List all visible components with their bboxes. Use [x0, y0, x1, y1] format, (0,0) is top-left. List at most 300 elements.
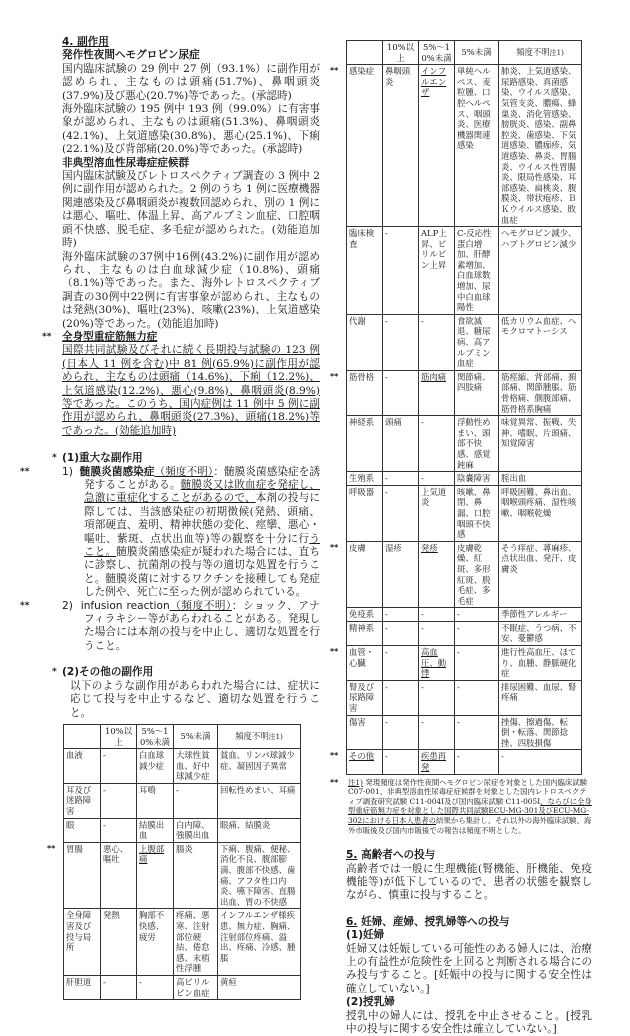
cell-text: 免疫系: [349, 609, 375, 620]
cell-text: -: [103, 750, 106, 761]
organ-class-cell: [330, 541, 383, 608]
organ-class-cell: [64, 818, 101, 842]
frequency-cell: [137, 818, 174, 842]
cell-text: 季節性アレルギー: [501, 609, 568, 620]
cell-text: インフルエンザ様疾患、無力症、胸痛、注射部位疼痛、溢出、疼痛、冷感、腫脹: [220, 910, 296, 963]
table-row: [347, 646, 582, 681]
frequency-cell: [137, 749, 174, 784]
frequency-cell: [174, 975, 218, 999]
cell-text: -: [385, 473, 388, 484]
revision-mark: **: [330, 371, 339, 381]
column-header: [174, 724, 218, 748]
frequency-cell: [383, 680, 419, 715]
cell-text: -: [385, 609, 388, 620]
frequency-cell: [218, 975, 301, 999]
cell-text: 胃腸: [66, 843, 83, 854]
column-header-label: 5%未満: [461, 47, 492, 58]
organ-class-cell: [347, 314, 383, 370]
frequency-cell: [419, 541, 455, 608]
ahus-heading: 非典型溶血性尿毒症症候群: [62, 156, 190, 169]
cell-text: 筋骨格: [349, 371, 375, 382]
cell-text: 咳嗽、鼻閉、鼻漏、口腔咽頭不快感: [457, 486, 491, 540]
cell-text: 進行性高血圧、ほてり、血腫、静脈硬化症: [501, 647, 577, 679]
table-row: [347, 715, 582, 750]
revision-mark: **: [330, 647, 339, 657]
item-number: 1): [62, 465, 73, 478]
cell-text: 浮動性めまい、頭部不快感、感覚鈍麻: [457, 417, 491, 470]
item-1-text-underlined: 髄膜炎又は敗血症を発症し、急激に重症化することがあるので、: [84, 479, 321, 505]
section-6-number: 6.: [346, 915, 358, 928]
cell-text: -: [385, 681, 388, 692]
frequency-cell: [455, 750, 499, 774]
cell-text: 疼痛、悪寒、注射部位硬結、倦怠感、末梢性浮腫: [176, 910, 210, 974]
frequency-cell: [499, 370, 582, 415]
other-heading: (2)その他の副作用: [62, 666, 154, 679]
section-5-title: 高齢者への投与: [361, 849, 436, 862]
organ-class-cell: [347, 680, 383, 715]
cell-text: -: [457, 622, 460, 633]
table-row: [64, 783, 301, 818]
item-1-name: 髄膜炎菌感染症: [79, 465, 155, 478]
cell-text: 傷害: [349, 716, 366, 727]
table-row: [347, 370, 582, 415]
frequency-cell: [101, 842, 137, 909]
frequency-cell: [137, 909, 174, 976]
table-row: [347, 608, 582, 622]
frequency-cell: [101, 909, 137, 976]
organ-class-cell: [330, 370, 383, 415]
footnote-text: 結果から集計し、それ以外の海外臨床試験、海外市販後及び国内市販後での報告は頻度不明とした。: [348, 815, 592, 835]
cell-text: 疾患再発: [421, 751, 447, 772]
item-1-text-underlined: うこと。: [84, 532, 320, 559]
frequency-cell: [419, 472, 455, 486]
table-row: [347, 65, 582, 227]
organ-class-cell: [64, 975, 101, 999]
frequency-cell: [383, 646, 419, 681]
frequency-cell: [419, 485, 455, 541]
cell-text: 腎及び尿路障害: [349, 681, 375, 714]
cell-text: 呼吸困難、鼻出血、咽喉頭疼痛、湿性咳嗽、咽喉乾燥: [501, 486, 577, 518]
cell-text: 頭痛: [385, 417, 402, 428]
column-header-label: 5%～10%未満: [421, 42, 452, 63]
frequency-cell: [499, 646, 582, 681]
organ-class-cell: [330, 646, 383, 681]
frequency-cell: [419, 227, 455, 315]
cell-text: 陰嚢障害: [457, 473, 491, 484]
frequency-cell: [419, 314, 455, 370]
frequency-cell: [137, 842, 174, 909]
frequency-cell: [499, 621, 582, 645]
revision-mark: **: [330, 751, 339, 761]
frequency-cell: [499, 541, 582, 608]
cell-text: -: [385, 371, 388, 382]
cell-text: 神経系: [349, 417, 375, 428]
cell-text: 下痢、腹痛、便秘、消化不良、腹部膨満、腹部不快感、歯痛、アフタ性口内炎、嚥下障害、直腸出血、胃の不快感: [220, 843, 296, 907]
organ-class-cell: [347, 608, 383, 622]
frequency-cell: [419, 750, 455, 774]
item-1-text: 髄膜炎菌感染症が疑われた場合には、直ちに診察し、抗菌剤の投与等の適切な処置を行うこと。髄膜炎菌に対するワクチンを接種しても発症した例や、死亡に至った例が認められている。: [84, 546, 321, 599]
frequency-cell: [383, 715, 419, 750]
frequency-cell: [499, 65, 582, 227]
cell-text: 眼痛、結膜炎: [220, 819, 271, 830]
serious-heading-row: [52, 452, 320, 465]
cell-text: 挫傷、擦過傷、転倒・転落、関節捻挫、四肢損傷: [501, 716, 568, 748]
footnote-text-underlined: 、ならびに全身型重症筋無力症を対象とした国際共同試験ECU-MG-301及びECU-MG-302における日本人患者の: [348, 796, 592, 825]
gmg-paragraph: 国際共同試験及びそれに続く長期投与試験の 123 例(日本人 11 例を含む)中 81 例(65.9%)に副作用が認められ、主なものは頭痛（14.6%)、下痢（12.2%)、上気道感染(12.2%)、悪心(9.8%)、鼻咽頭炎(8.9%)等であった。このうち、国内症例は 11 例中 5 例に副作用が認められ、鼻咽頭炎(27.3%)、頭痛(18.2%)等であった。(効能追加時): [62, 344, 320, 437]
pnh-paragraph-2: 海外臨床試験の 195 例中 193 例（99.0%）に有害事象が認められ、主なものは頭痛(51.3%)、鼻咽頭炎(42.1%)、上気道感染(30.8%)、悪心(25.1%)、下痢(22.1%)及び背部痛(20.0%)等であった。(承認時): [62, 103, 320, 156]
revision-mark: **: [330, 66, 339, 76]
revision-mark: *: [52, 667, 57, 678]
column-header-label: 頻度不明: [235, 730, 269, 741]
cell-text: 筋肉痛: [421, 371, 447, 382]
organ-class-cell: [47, 842, 101, 909]
item-1-text: ：髄膜炎菌感染症を誘発することがある。: [84, 465, 321, 491]
frequency-cell: [174, 818, 218, 842]
table-row: [347, 750, 582, 774]
frequency-cell: [383, 65, 419, 227]
serious-item-2: ** 2) infusion reaction（頻度不明）：ショック、アナフィラキシー等があらわれることがある。発現した場合には本剤の投与を中止し、適切な処置を行うこと。: [20, 599, 320, 652]
frequency-cell: [419, 621, 455, 645]
organ-class-cell: [347, 715, 383, 750]
cell-text: 胸部不快感、疲労: [139, 910, 165, 942]
pregnant-heading: (1)妊婦: [346, 929, 385, 942]
table-header-row: [347, 41, 582, 65]
revision-mark: **: [42, 331, 52, 342]
column-header: [64, 724, 101, 748]
organ-class-cell: [64, 749, 101, 784]
cell-text: 関節痛、四肢痛: [457, 371, 491, 393]
adverse-reactions-table-left: [47, 724, 301, 1000]
cell-text: -: [385, 716, 388, 727]
table-row: [347, 227, 582, 315]
cell-text: 黄疸: [220, 976, 237, 987]
cell-text: 感染症: [349, 66, 375, 77]
cell-text: 耳及び迷路障害: [66, 784, 92, 817]
cell-text: -: [385, 622, 388, 633]
frequency-cell: [455, 646, 499, 681]
frequency-cell: [455, 370, 499, 415]
serious-heading: (1)重大な副作用: [62, 452, 143, 465]
table-row: [64, 749, 301, 784]
cell-text: 代謝: [349, 315, 366, 326]
table-row: [347, 621, 582, 645]
frequency-cell: [383, 750, 419, 774]
cell-text: -: [457, 716, 460, 727]
other-heading-row: [52, 666, 320, 679]
frequency-cell: [455, 680, 499, 715]
frequency-cell: [218, 818, 301, 842]
frequency-cell: [174, 909, 218, 976]
frequency-cell: [499, 608, 582, 622]
frequency-cell: [499, 472, 582, 486]
cell-text: 耳鳴: [139, 784, 156, 795]
table-row: [64, 909, 301, 976]
cell-text: -: [457, 681, 460, 692]
cell-text: 全身障害及び投与局所: [66, 910, 92, 953]
cell-text: 生殖系: [349, 473, 375, 484]
frequency-cell: [174, 842, 218, 909]
cell-text: 上気道炎: [421, 486, 447, 508]
frequency-cell: [455, 541, 499, 608]
column-header-label: 10%以上: [105, 725, 132, 747]
cell-text: -: [139, 976, 142, 987]
serious-item-1: ** 1) 髄膜炎菌感染症（頻度不明）：髄膜炎菌感染症を誘発することがある。髄膜炎又は敗血症を発症し、急激に重症化することがあるので、本剤の投与に際しては、当該感染症の初期徴候(発熱、頭痛、項部硬直、羞明、精神状態の変化、痙攣、悪心・嘔吐、紫斑、点状出血等)等の観察を十分に行うこと。髄膜炎菌感染症が疑われた場合には、直ちに診察し、抗菌剤の投与等の適切な処置を行うこと。髄膜炎菌に対するワクチンを接種しても発症した例や、死亡に至った例が認められている。: [20, 465, 321, 599]
column-header: [347, 41, 383, 65]
cell-text: -: [385, 751, 388, 762]
frequency-cell: [218, 749, 301, 784]
frequency-cell: [455, 621, 499, 645]
cell-text: 結膜出血: [139, 819, 165, 841]
organ-class-cell: [347, 485, 383, 541]
column-header: [455, 41, 499, 65]
cell-text: -: [385, 228, 388, 239]
cell-text: その他: [349, 751, 375, 762]
frequency-cell: [455, 608, 499, 622]
cell-text: 発疹: [421, 542, 438, 553]
cell-text: -: [457, 751, 460, 762]
gmg-heading: 全身型重症筋無力症: [62, 330, 158, 343]
frequency-cell: [218, 909, 301, 976]
section-5-heading: [346, 849, 592, 862]
cell-text: 低カリウム血症、ヘモクロマトーシス: [501, 315, 577, 337]
column-header-label: 5%～10%未満: [139, 725, 171, 747]
frequency-cell: [419, 65, 455, 227]
pregnant-paragraph: 妊婦又は妊娠している可能性のある婦人には、治療上の有益性が危険性を上回ると判断される場合にのみ投与すること。[妊娠中の投与に関する安全性は確立していない。]: [346, 942, 592, 995]
cell-text: 単純ヘルペス、麦粒腫、口腔ヘルペス、咽頭炎、医療機器関連感染: [457, 66, 491, 151]
frequency-cell: [499, 416, 582, 472]
frequency-cell: [419, 646, 455, 681]
cell-text: 肺炎、上気道感染、尿路感染、真菌感染、ウイルス感染、気管支炎、膿瘍、蜂巣炎、消化管感染、膀胱炎、感染、副鼻腔炎、歯感染、下気道感染、膿痂疹、気道感染、鼻炎、胃腸炎、ウイルス性胃腸炎、限局性感染、耳部感染、扁桃炎、腹膜炎、帯状疱疹、ＢＫウイルス感染、敗血症: [501, 66, 577, 225]
pnh-heading: 発作性夜間ヘモグロビン尿症: [62, 49, 200, 62]
cell-text: -: [103, 819, 106, 830]
column-header: [419, 41, 455, 65]
cell-text: 臨床検査: [349, 228, 375, 249]
frequency-cell: [218, 783, 301, 818]
cell-text: 排尿困難、血尿、腎疼痛: [501, 681, 577, 703]
frequency-cell: [174, 783, 218, 818]
cell-text: -: [385, 647, 388, 658]
table-header-row: [64, 724, 301, 748]
footnote-label: 注1): [348, 777, 363, 787]
cell-text: 筋痙縮、背部痛、頚部痛、関節腫脹、筋骨格痛、側腹部痛、筋骨格系胸痛: [501, 371, 577, 414]
cell-text: 鼻咽頭炎: [385, 66, 411, 87]
cell-text: 悪心、嘔吐: [103, 843, 129, 865]
adverse-reactions-table-right: [330, 40, 582, 775]
column-header: [101, 724, 137, 748]
cell-text: 皮膚乾燥、紅斑、多形紅斑、脱毛症、多毛症: [457, 542, 491, 606]
frequency-cell: [218, 842, 301, 909]
column-header: [137, 724, 174, 748]
cell-text: 上腹部痛: [139, 843, 165, 865]
cell-text: 精神系: [349, 622, 375, 633]
cell-text: 貧血、リンパ球減少症、凝固因子異常: [220, 750, 295, 771]
frequency-cell: [383, 370, 419, 415]
column-header-label: 10%以上: [387, 42, 414, 63]
frequency-cell: [455, 65, 499, 227]
organ-class-cell: [347, 621, 383, 645]
column-header: [499, 41, 582, 65]
item-1-text: 本剤の投与に際しては、当該感染症の初期徴候(発熱、頭痛、項部硬直、羞明、精神状態の変化、痙攣、悪心・嘔吐、紫斑、点状出血等)等の観察を十分に行: [84, 492, 320, 545]
cell-text: -: [457, 609, 460, 620]
table-row: [64, 842, 301, 909]
cell-text: -: [385, 486, 388, 497]
cell-text: インフルエンザ: [421, 66, 447, 98]
section-5-paragraph: 高齢者では一般に生理機能(腎機能、肝機能、免疫機能等)が低下しているので、患者の状態を観察しながら、慎重に投与すること。: [346, 862, 592, 902]
frequency-cell: [419, 680, 455, 715]
section-4-heading: [62, 36, 320, 49]
cell-text: -: [421, 473, 424, 484]
cell-text: 血管・心臓: [349, 647, 375, 668]
item-2-name: infusion reaction: [80, 599, 170, 612]
section-5-number: 5.: [346, 849, 358, 862]
cell-text: ヘモグロビン減少、ハプトグロビン減少: [501, 228, 577, 249]
frequency-cell: [383, 472, 419, 486]
organ-class-cell: [347, 416, 383, 472]
footnote-text: 発現頻度は発作性夜間ヘモグロビン尿症を対象とした国内臨床試験C07-001、非典型溶血性尿毒症症候群を対象とした国内レトロスペクティブ調査研究試験 C11-004I及び国内臨床試験 C11-005I: [348, 777, 588, 806]
cell-text: 皮膚: [349, 542, 366, 553]
cell-text: そう痒症、蕁麻疹、点状出血、発汗、皮膚炎: [501, 542, 577, 574]
cell-text: -: [421, 681, 424, 692]
frequency-cell: [455, 472, 499, 486]
frequency-cell: [499, 750, 582, 774]
frequency-cell: [455, 416, 499, 472]
lactation-heading: (2)授乳婦: [346, 996, 395, 1009]
column-header: [383, 41, 419, 65]
cell-text: 血液: [66, 750, 83, 761]
serious-adverse-reactions: [20, 452, 321, 720]
organ-class-cell: [330, 65, 383, 227]
cell-text: 腸炎: [176, 843, 193, 854]
item-number: 2): [62, 599, 73, 612]
item-2-text: ：ショック、アナフィラキシー等があらわれることがある。発現した場合には本剤の投与を中止し、適切な処置を行うこと。: [84, 599, 320, 652]
section-6-title: 妊婦、産婦、授乳婦等への投与: [361, 915, 510, 928]
cell-text: 白内障、強膜出血: [176, 819, 210, 841]
frequency-cell: [419, 608, 455, 622]
revision-mark: **: [330, 777, 339, 787]
organ-class-cell: [347, 472, 383, 486]
frequency-cell: [383, 608, 419, 622]
section-6-heading: [346, 916, 592, 929]
pnh-paragraph-1: 国内臨床試験の 29 例中 27 例（93.1%）に副作用が認められ、主なものは頭痛(51.7%)、鼻咽頭炎(37.9%)及び悪心(20.7%)等であった。(承認時): [62, 62, 320, 102]
column-header-label: 5%未満: [180, 731, 211, 742]
cell-text: ALP上昇、ビリルビン上昇: [421, 228, 447, 270]
organ-class-cell: [64, 783, 101, 818]
ahus-paragraph-2: 海外臨床試験の37例中16例(43.2%)に副作用が認められ、主なものは白血球減少症（10.8%)、頭痛（8.1%)等であった。また、海外レトロスペクティブ調査の30例中22例に有害事象が認められ、主なものは発熱(30%)、嘔吐(23%)、咳嗽(23%)、上気道感染(20%)等であった。(効能追加時): [62, 250, 320, 330]
cell-text: 食欲減退、糖尿病、高アルブミン血症: [457, 315, 491, 369]
cell-text: 発熱: [103, 910, 120, 921]
revision-mark: **: [330, 542, 339, 552]
cell-text: -: [421, 622, 424, 633]
frequency-cell: [499, 680, 582, 715]
table-row: [347, 472, 582, 486]
column-header-label: 頻度不明: [516, 46, 550, 57]
cell-text: 大球性貧血、好中球減少症: [176, 750, 210, 782]
frequency-cell: [383, 314, 419, 370]
table-row: [64, 818, 301, 842]
cell-text: -: [103, 976, 106, 987]
cell-text: 味覚異常、振戦、失神、嗜眠、片頭痛、知覚障害: [501, 417, 577, 449]
cell-text: 不眠症、うつ病、不安、憂鬱感: [501, 622, 577, 644]
column-header: [218, 724, 301, 748]
cell-text: 眼: [66, 819, 75, 830]
frequency-cell: [455, 715, 499, 750]
frequency-cell: [101, 818, 137, 842]
left-column: [20, 36, 321, 1000]
right-column: [330, 40, 592, 1036]
frequency-cell: [101, 783, 137, 818]
ahus-paragraph-1: 国内臨床試験及びレトロスペクティブ調査の 3 例中 2 例に副作用が認められた。2 例のうち 1 例に医療機器関連感染及び鼻咽頭炎が複数回認められ、別の 1 例には悪心、嘔吐、体温上昇、高アルブミン血症、口腔咽頭不快感、脱毛症、多毛症が認められた。(効能追加時): [62, 170, 320, 250]
frequency-cell: [499, 227, 582, 315]
revision-mark: **: [47, 843, 56, 853]
cell-text: C-反応性蛋白増加、肝酵素増加、白血球数増加、尿中白血球陽性: [457, 228, 492, 313]
cell-text: 白血球減少症: [139, 750, 165, 771]
gmg-block: [42, 330, 320, 438]
cell-text: -: [385, 315, 388, 326]
frequency-cell: [101, 975, 137, 999]
cell-text: -: [501, 751, 504, 762]
organ-class-cell: [347, 227, 383, 315]
frequency-cell: [137, 783, 174, 818]
frequency-cell: [383, 227, 419, 315]
frequency-cell: [419, 370, 455, 415]
cell-text: -: [421, 315, 424, 326]
cell-text: -: [421, 716, 424, 727]
lactation-paragraph: 授乳中の婦人には、授乳を中止させること。[授乳中の投与に関する安全性は確立していない。]: [346, 1009, 592, 1036]
left-column-text: [42, 36, 320, 438]
organ-class-cell: [330, 750, 383, 774]
revision-mark: *: [52, 453, 57, 464]
right-column-text: [346, 849, 592, 1036]
footnote-ref: 注1): [549, 48, 564, 57]
other-paragraph: 以下のような副作用があらわれた場合には、症状に応じて投与を中止するなど、適切な処置を行うこと。: [70, 679, 320, 719]
frequency-cell: [419, 715, 455, 750]
table-footnote: [330, 777, 592, 836]
cell-text: -: [457, 647, 460, 658]
cell-text: -: [103, 784, 106, 795]
cell-text: 肝胆道: [66, 976, 92, 987]
frequency-cell: [383, 541, 419, 608]
frequency-cell: [174, 749, 218, 784]
cell-text: -: [176, 784, 179, 795]
frequency-cell: [455, 314, 499, 370]
frequency-cell: [383, 485, 419, 541]
cell-text: -: [421, 609, 424, 620]
frequency-cell: [383, 621, 419, 645]
table-row: [347, 485, 582, 541]
section-4-title: 4. 副作用: [62, 36, 109, 48]
frequency-cell: [383, 416, 419, 472]
frequency-cell: [419, 416, 455, 472]
frequency-cell: [499, 715, 582, 750]
cell-text: 高血圧、動悸: [421, 647, 447, 679]
item-1-frequency: （頻度不明）: [154, 465, 214, 478]
frequency-cell: [499, 314, 582, 370]
table-row: [347, 680, 582, 715]
table-row: [347, 541, 582, 608]
cell-text: 湿疹: [385, 542, 402, 553]
cell-text: 回転性めまい、耳痛: [220, 784, 296, 795]
organ-class-cell: [64, 909, 101, 976]
frequency-cell: [137, 975, 174, 999]
footnote-ref: 注1): [268, 732, 283, 741]
cell-text: 呼吸器: [349, 486, 375, 497]
table-row: [64, 975, 301, 999]
frequency-cell: [455, 227, 499, 315]
table-row: [347, 314, 582, 370]
cell-text: -: [421, 417, 424, 428]
item-2-frequency: （頻度不明）: [169, 599, 232, 612]
frequency-cell: [101, 749, 137, 784]
